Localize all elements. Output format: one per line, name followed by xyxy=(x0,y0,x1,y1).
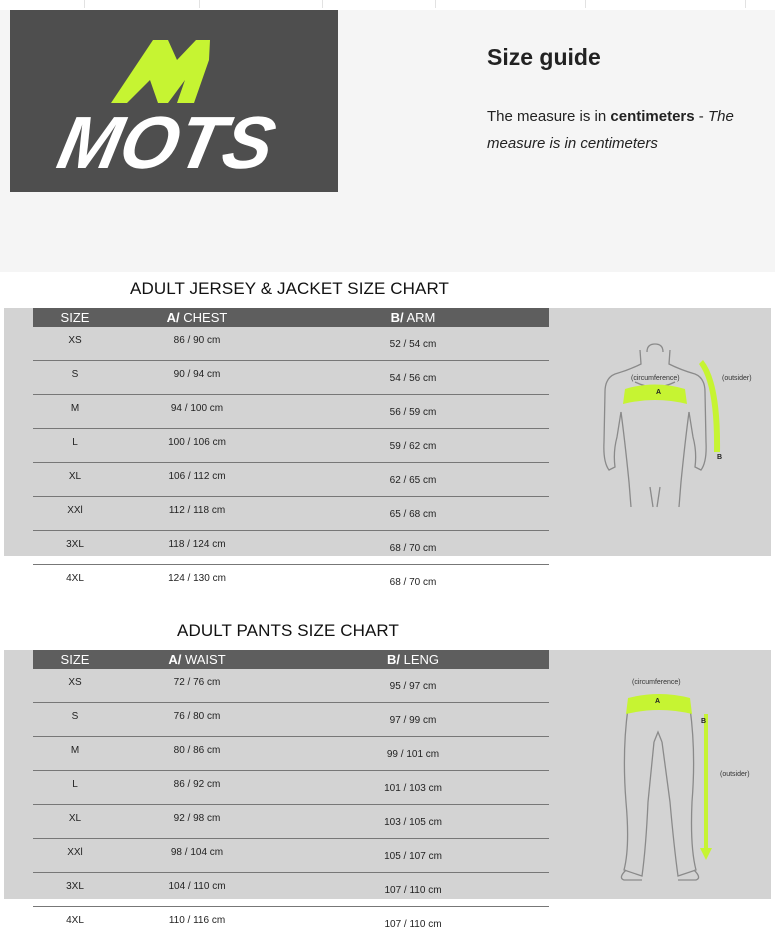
table-row xyxy=(33,463,549,497)
pants-chart-panel xyxy=(4,650,771,899)
arm-cell: 62 / 65 cm xyxy=(277,463,549,497)
chest-cell: 94 / 100 cm xyxy=(117,395,277,429)
mark-a: A xyxy=(656,389,661,396)
label-outsider: (outsider) xyxy=(720,771,750,778)
table-row xyxy=(33,669,549,703)
torso-figure xyxy=(595,342,765,520)
waist-cell: 92 / 98 cm xyxy=(117,805,277,839)
top-nav-strip xyxy=(0,0,775,10)
mark-a: A xyxy=(655,698,660,705)
label-circumference: (circumference) xyxy=(631,375,680,382)
arm-cell: 59 / 62 cm xyxy=(277,429,549,463)
table-row xyxy=(33,771,549,805)
table-row xyxy=(33,531,549,565)
jersey-chart-title: ADULT JERSEY & JACKET SIZE CHART xyxy=(130,279,449,299)
page-title: Size guide xyxy=(487,44,601,71)
size-cell: M xyxy=(33,737,117,771)
desc-italic: The measure is in centimeters xyxy=(487,108,734,152)
waist-cell: 72 / 76 cm xyxy=(117,669,277,703)
jersey-size-table xyxy=(33,308,549,598)
size-cell: XS xyxy=(33,327,117,361)
waist-cell: 86 / 92 cm xyxy=(117,771,277,805)
waist-cell: 104 / 110 cm xyxy=(117,873,277,907)
chest-cell: 106 / 112 cm xyxy=(117,463,277,497)
desc-unit: centimeters xyxy=(610,108,694,125)
arm-cell: 52 / 54 cm xyxy=(277,327,549,361)
size-cell: S xyxy=(33,361,117,395)
waist-cell: 98 / 104 cm xyxy=(117,839,277,873)
arm-cell: 65 / 68 cm xyxy=(277,497,549,531)
jersey-chart-panel xyxy=(4,308,771,556)
nav-separator xyxy=(199,0,200,8)
chest-band-icon xyxy=(623,385,687,405)
leg-length-icon xyxy=(700,714,712,860)
length-cell: 107 / 110 cm xyxy=(277,873,549,907)
desc-separator: - xyxy=(695,108,708,125)
table-row xyxy=(33,703,549,737)
table-row xyxy=(33,565,549,599)
size-cell: 3XL xyxy=(33,873,117,907)
mark-b: B xyxy=(717,454,722,461)
table-header-row xyxy=(33,650,549,669)
col-a-name: WAIST xyxy=(181,652,225,667)
size-cell: 3XL xyxy=(33,531,117,565)
col-b-letter: B/ xyxy=(391,310,404,325)
measure-description xyxy=(487,103,757,157)
size-cell: 4XL xyxy=(33,907,117,940)
nav-separator xyxy=(745,0,746,8)
table-row xyxy=(33,395,549,429)
col-b-letter: B/ xyxy=(387,652,400,667)
col-header-a xyxy=(117,308,277,327)
nav-separator xyxy=(435,0,436,8)
length-cell: 103 / 105 cm xyxy=(277,805,549,839)
table-row xyxy=(33,805,549,839)
size-cell: XXl xyxy=(33,839,117,873)
col-header-a xyxy=(117,650,277,669)
pants-size-table xyxy=(33,650,549,940)
pants-outline-icon xyxy=(621,708,698,880)
chest-cell: 90 / 94 cm xyxy=(117,361,277,395)
arm-cell: 68 / 70 cm xyxy=(277,531,549,565)
arm-cell: 54 / 56 cm xyxy=(277,361,549,395)
mark-b: B xyxy=(701,718,706,725)
size-guide-header xyxy=(0,10,775,272)
chest-cell: 86 / 90 cm xyxy=(117,327,277,361)
nav-separator xyxy=(585,0,586,8)
size-cell: XL xyxy=(33,805,117,839)
size-cell: XS xyxy=(33,669,117,703)
table-row xyxy=(33,429,549,463)
logo-wordmark: MOTS xyxy=(51,101,282,184)
col-a-name: CHEST xyxy=(180,310,228,325)
mots-logo xyxy=(10,10,338,192)
col-header-b xyxy=(277,308,549,327)
size-cell: XL xyxy=(33,463,117,497)
label-circumference: (circumference) xyxy=(632,679,681,686)
chest-cell: 118 / 124 cm xyxy=(117,531,277,565)
length-cell: 97 / 99 cm xyxy=(277,703,549,737)
arm-length-icon xyxy=(699,360,720,452)
size-cell: S xyxy=(33,703,117,737)
length-cell: 101 / 103 cm xyxy=(277,771,549,805)
arm-cell: 68 / 70 cm xyxy=(277,565,549,599)
torso-outline-icon xyxy=(604,344,706,507)
table-row xyxy=(33,873,549,907)
table-row xyxy=(33,839,549,873)
waist-cell: 80 / 86 cm xyxy=(117,737,277,771)
nav-separator xyxy=(322,0,323,8)
table-row xyxy=(33,497,549,531)
label-outsider: (outsider) xyxy=(722,375,752,382)
size-cell: M xyxy=(33,395,117,429)
col-header-b xyxy=(277,650,549,669)
table-header-row xyxy=(33,308,549,327)
length-cell: 95 / 97 cm xyxy=(277,669,549,703)
length-cell: 105 / 107 cm xyxy=(277,839,549,873)
waist-cell: 110 / 116 cm xyxy=(117,907,277,940)
nav-separator xyxy=(84,0,85,8)
col-b-name: ARM xyxy=(404,310,436,325)
size-cell: L xyxy=(33,771,117,805)
table-row xyxy=(33,361,549,395)
length-cell: 107 / 110 cm xyxy=(277,907,549,940)
chest-cell: 124 / 130 cm xyxy=(117,565,277,599)
col-header-size: SIZE xyxy=(33,650,117,669)
pants-chart-title: ADULT PANTS SIZE CHART xyxy=(177,621,399,641)
mots-logo-icon xyxy=(10,10,338,192)
arm-cell: 56 / 59 cm xyxy=(277,395,549,429)
table-row xyxy=(33,327,549,361)
table-row xyxy=(33,907,549,940)
size-cell: XXl xyxy=(33,497,117,531)
col-header-size: SIZE xyxy=(33,308,117,327)
pants-figure xyxy=(604,672,764,886)
chest-cell: 100 / 106 cm xyxy=(117,429,277,463)
size-cell: 4XL xyxy=(33,565,117,599)
waist-cell: 76 / 80 cm xyxy=(117,703,277,737)
chest-cell: 112 / 118 cm xyxy=(117,497,277,531)
length-cell: 99 / 101 cm xyxy=(277,737,549,771)
col-b-name: LENG xyxy=(400,652,439,667)
table-row xyxy=(33,737,549,771)
col-a-letter: A/ xyxy=(168,652,181,667)
desc-prefix: The measure is in xyxy=(487,108,610,125)
size-cell: L xyxy=(33,429,117,463)
col-a-letter: A/ xyxy=(167,310,180,325)
